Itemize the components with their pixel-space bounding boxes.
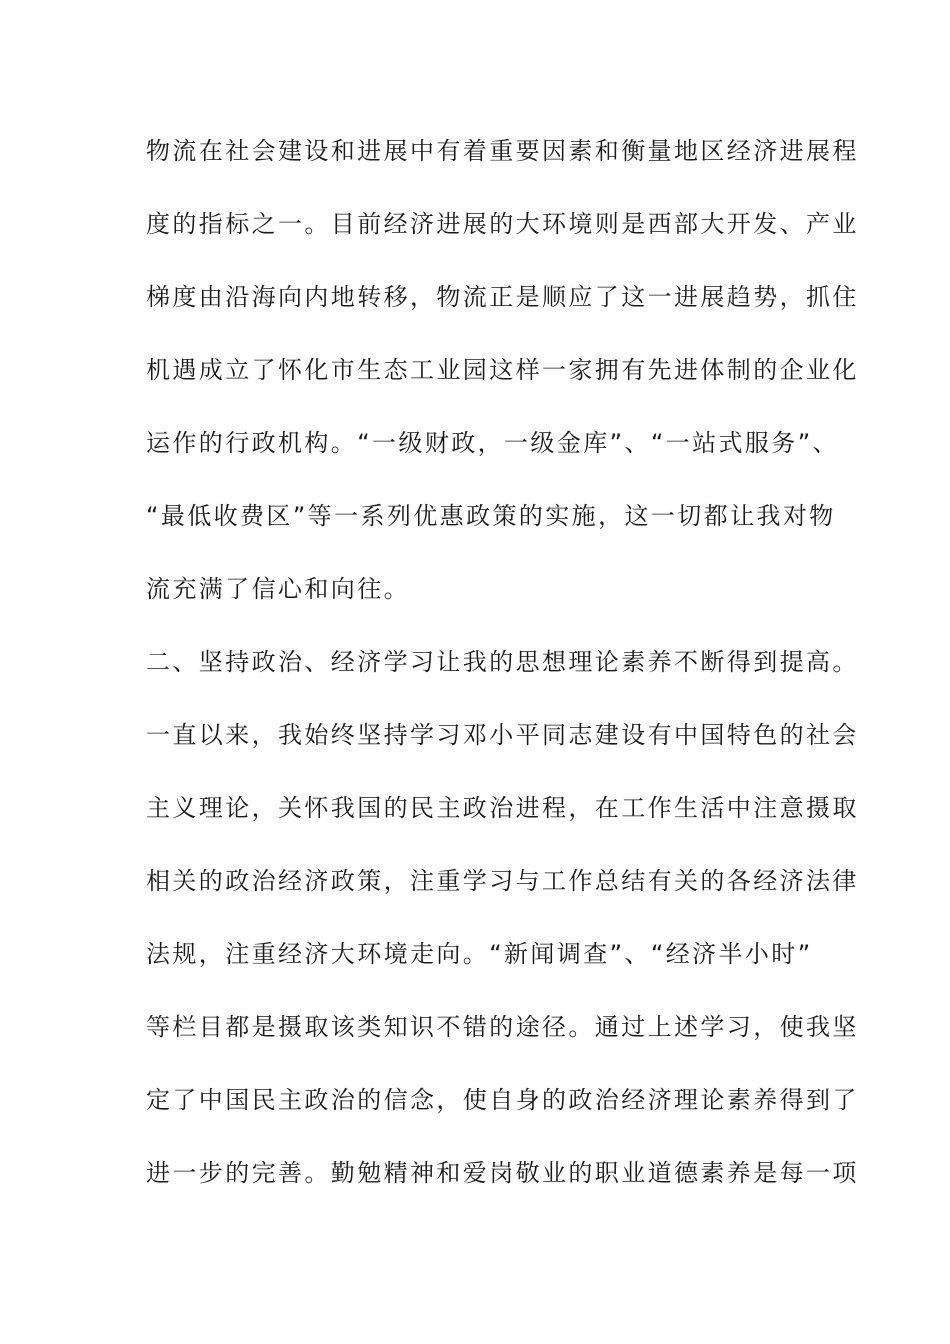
text-line-2: 度的指标之一。目前经济进展的大环境则是西部大开发、产业 bbox=[146, 210, 859, 238]
text-line-4: 机遇成立了怀化市生态工业园这样一家拥有先进体制的企业化 bbox=[146, 356, 859, 384]
section-heading: 二、坚持政治、经济学习让我的思想理论素养不断得到提高。 bbox=[146, 648, 859, 676]
text-line-1: 物流在社会建设和进展中有着重要因素和衡量地区经济进展程 bbox=[146, 137, 859, 165]
text-line-13: 等栏目都是摄取该类知识不错的途径。通过上述学习，使我坚 bbox=[146, 1013, 859, 1041]
text-line-9: 一直以来，我始终坚持学习邓小平同志建设有中国特色的社会 bbox=[146, 721, 859, 749]
text-line-12: 法规，注重经济大环境走向。“新闻调查”、“经济半小时” bbox=[146, 940, 813, 968]
text-line-11: 相关的政治经济政策，注重学习与工作总结有关的各经济法律 bbox=[146, 867, 859, 895]
text-line-7: 流充满了信心和向往。 bbox=[146, 575, 410, 603]
text-line-3: 梯度由沿海向内地转移，物流正是顺应了这一进展趋势，抓住 bbox=[146, 283, 859, 311]
text-line-10: 主义理论，关怀我国的民主政治进程，在工作生活中注意摄取 bbox=[146, 794, 859, 822]
text-line-6: “最低收费区”等一系列优惠政策的实施，这一切都让我对物 bbox=[146, 502, 836, 530]
text-line-15: 进一步的完善。勤勉精神和爱岗敬业的职业道德素养是每一项 bbox=[146, 1159, 859, 1187]
text-line-5: 运作的行政机构。“一级财政，一级金库”、“一站式服务”、 bbox=[146, 429, 839, 457]
text-line-14: 定了中国民主政治的信念，使自身的政治经济理论素养得到了 bbox=[146, 1086, 859, 1114]
